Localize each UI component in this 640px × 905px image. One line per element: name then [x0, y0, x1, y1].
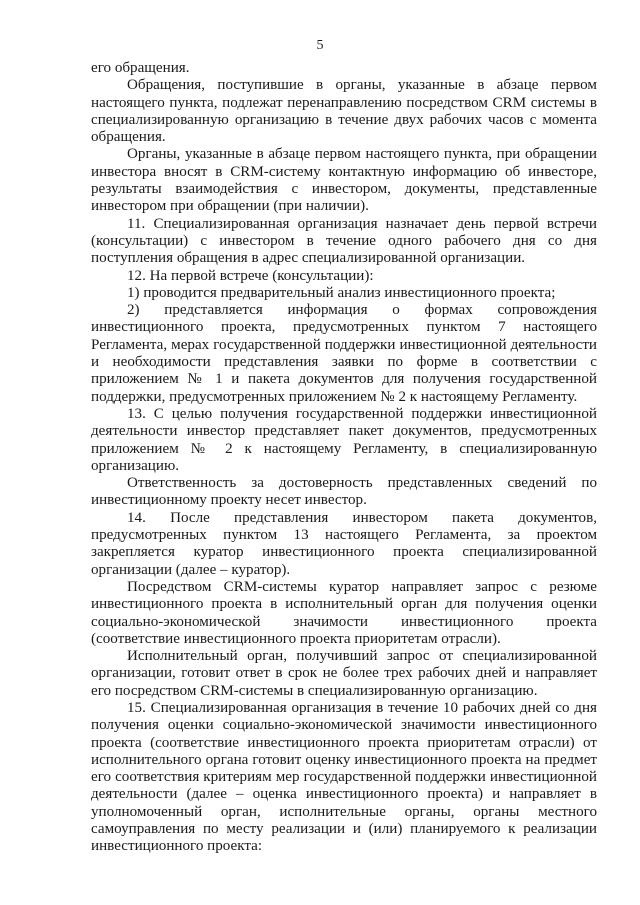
paragraph-item-14: 14. После представления инвестором пакета документов, предусмотренных пунктом 13 настоящего Регламента, за проектом закрепляется куратор инвестиционного проекта специализированной организации (далее – куратор).	[91, 509, 597, 578]
paragraph-executive-response: Исполнительный орган, получивший запрос от специализированной организации, готовит ответ в срок не более трех рабочих дней и направляет его посредством CRM-системы в специализированную организацию.	[91, 648, 597, 699]
paragraph-continuation: его обращения.	[91, 60, 190, 76]
paragraph-responsibility: Ответственность за достоверность представленных сведений по инвестиционному проекту несет инвестор.	[91, 475, 597, 509]
paragraph-referral: Обращения, поступившие в органы, указанные в абзаце первом настоящего пункта, подлежат перенаправлению посредством CRM системы в специализированную организацию в течение двух рабочих часов с момента обращения.	[91, 77, 597, 146]
paragraph-item-13: 13. С целью получения государственной поддержки инвестиционной деятельности инвестор представляет пакет документов, предусмотренных приложением № 2 к настоящему Регламенту, в специализированную организацию.	[91, 405, 597, 474]
paragraph-item-12-2: 2) представляется информация о формах сопровождения инвестиционного проекта, предусмотренных пунктом 7 настоящего Регламента, мерах государственной поддержки инвестиционной деятельности и необходимости представления заявки по форме в соответствии с приложением № 1 и пакета документов для получения государственной поддержки, предусмотренных приложением № 2 к настоящему Регламенту.	[91, 302, 597, 405]
paragraph-crm-entry: Органы, указанные в абзаце первом настоящего пункта, при обращении инвестора вносят в CRM-систему контактную информацию об инвесторе, результаты взаимодействия с инвестором, документы, представленные инвестором при обращении (при наличии).	[91, 146, 597, 215]
page-number: 5	[316, 38, 324, 53]
paragraph-curator-request: Посредством CRM-системы куратор направляет запрос с резюме инвестиционного проекта в исполнительный орган для получения оценки социально-экономической значимости инвестиционного проекта (соответствие инвестиционного проекта приоритетам отрасли).	[91, 578, 597, 647]
paragraph-item-15: 15. Специализированная организация в течение 10 рабочих дней со дня получения оценки социально-экономической значимости инвестиционного проекта (соответствие инвестиционного проекта приоритетам отрасли) от исполнительного органа готовит оценку инвестиционного проекта на предмет его соответствия критериям мер государственной поддержки инвестиционной деятельности (далее – оценка инвестиционного проекта) и направляет в уполномоченный орган, исполнительные органы, органы местного самоуправления по месту реализации и (или) планируемого к реализации инвестиционного проекта:	[91, 699, 597, 855]
paragraph-item-12-1: 1) проводится предварительный анализ инвестиционного проекта;	[127, 284, 556, 301]
paragraph-item-11: 11. Специализированная организация назначает день первой встречи (консультации) с инвестором в течение одного рабочего дня со дня поступления обращения в адрес специализированной организации.	[91, 215, 597, 267]
paragraph-item-12: 12. На первой встрече (консультации):	[127, 267, 374, 284]
document-body	[91, 60, 597, 856]
